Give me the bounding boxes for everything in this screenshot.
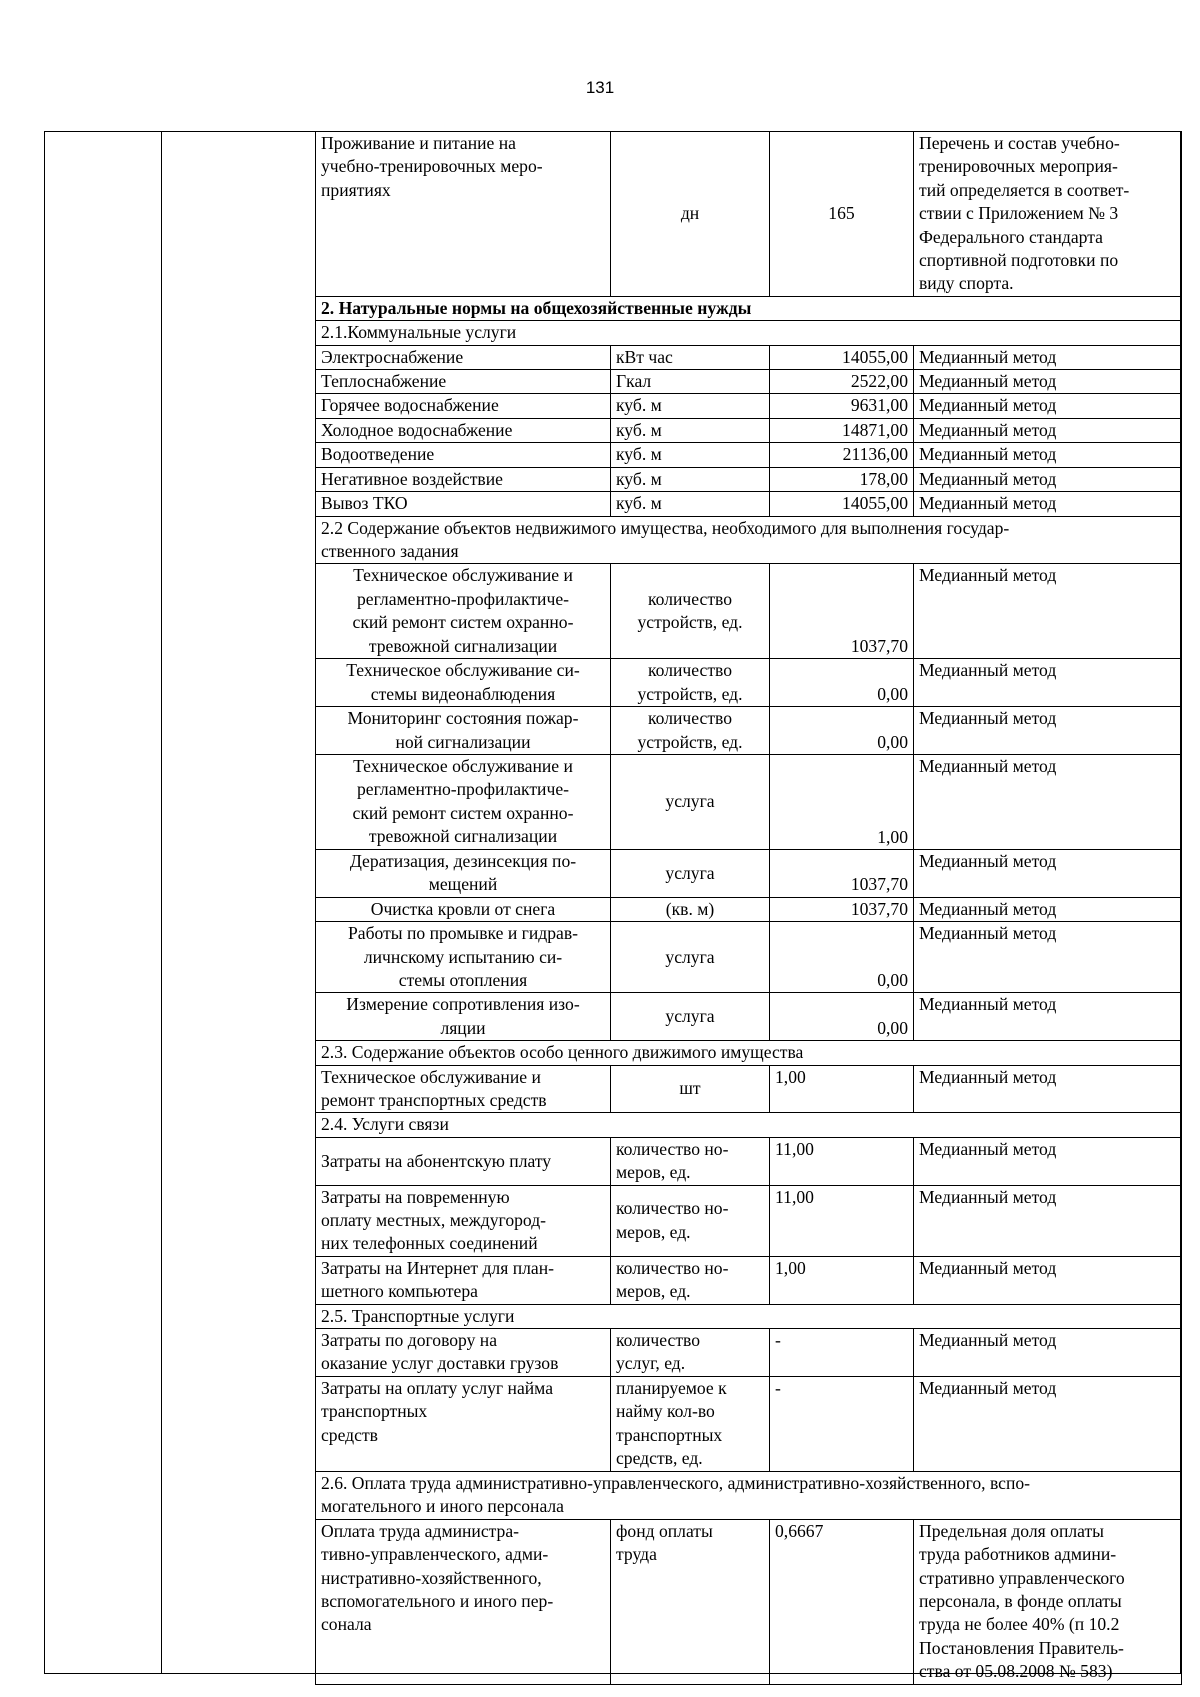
item-value: 0,00 [770, 922, 914, 993]
table-row [316, 659, 1182, 707]
item-name: Горячее водоснабжение [316, 394, 611, 418]
table-row [316, 345, 1182, 369]
table-row [316, 1256, 1182, 1304]
item-unit: количество но- меров, ед. [611, 1185, 770, 1256]
item-name: Техническое обслуживание си- стемы видеонаблюдения [316, 659, 611, 707]
item-unit: услуга [611, 922, 770, 993]
item-value: 21136,00 [770, 443, 914, 467]
table-row [316, 922, 1182, 993]
item-name: Оплата труда администра- тивно-управленческого, адми- нистративно-хозяйственного, вспомогательного и иного пер- сонала [316, 1519, 611, 1684]
subsection-title: 2.4. Услуги связи [316, 1113, 1182, 1137]
item-name: Холодное водоснабжение [316, 418, 611, 442]
item-unit: количество услуг, ед. [611, 1329, 770, 1377]
item-name: Затраты на Интернет для план- шетного компьютера [316, 1256, 611, 1304]
item-value: 1037,70 [770, 564, 914, 659]
item-value: - [770, 1329, 914, 1377]
table-row [316, 1519, 1182, 1684]
item-method: Медианный метод [914, 993, 1182, 1041]
subsection-header-row [316, 1041, 1182, 1065]
item-method: Медианный метод [914, 467, 1182, 491]
item-method: Медианный метод [914, 1256, 1182, 1304]
item-name: Проживание и питание на учебно-тренировочных меро- приятиях [316, 132, 611, 297]
item-value: 178,00 [770, 467, 914, 491]
subsection-title: 2.5. Транспортные услуги [316, 1304, 1182, 1328]
section-title: 2. Натуральные нормы на общехозяйственные нужды [316, 296, 1182, 320]
item-name: Затраты на абонентскую плату [316, 1137, 611, 1185]
table-row [316, 1137, 1182, 1185]
item-value: 0,00 [770, 993, 914, 1041]
item-unit: количество устройств, ед. [611, 707, 770, 755]
item-value: 1037,70 [770, 897, 914, 921]
item-name: Техническое обслуживание и ремонт транспортных средств [316, 1065, 611, 1113]
item-name: Дератизация, дезинсекция по- мещений [316, 849, 611, 897]
item-name: Техническое обслуживание и регламентно-профилактиче- ский ремонт систем охранно- тревожной сигнализации [316, 564, 611, 659]
item-method: Медианный метод [914, 1065, 1182, 1113]
subsection-header-row [316, 1113, 1182, 1137]
item-value: 1,00 [770, 1256, 914, 1304]
item-method: Медианный метод [914, 443, 1182, 467]
item-unit: (кв. м) [611, 897, 770, 921]
table-row [316, 564, 1182, 659]
table-row [316, 993, 1182, 1041]
subsection-title: 2.3. Содержание объектов особо ценного движимого имущества [316, 1041, 1182, 1065]
item-note: Перечень и состав учебно- тренировочных мероприя- тий определяется в соответ- ствии с Приложением № 3 Федерального стандарта спортивной подготовки по виду спорта. [914, 132, 1182, 297]
table-row [316, 443, 1182, 467]
item-method: Медианный метод [914, 418, 1182, 442]
item-value: 165 [770, 132, 914, 297]
item-name: Техническое обслуживание и регламентно-профилактиче- ский ремонт систем охранно- тревожной сигнализации [316, 754, 611, 849]
norms-table [315, 131, 1182, 1685]
table-row [316, 754, 1182, 849]
item-unit: количество но- меров, ед. [611, 1256, 770, 1304]
item-method: Медианный метод [914, 394, 1182, 418]
subsection-title: 2.6. Оплата труда административно-управленческого, административно-хозяйственного, вспо- могательного и иного персонала [316, 1471, 1182, 1519]
table-row [316, 1376, 1182, 1471]
table-row [316, 132, 1182, 297]
item-unit: фонд оплаты труда [611, 1519, 770, 1684]
table-row [316, 394, 1182, 418]
item-unit: услуга [611, 849, 770, 897]
item-name: Водоотведение [316, 443, 611, 467]
item-value: 14871,00 [770, 418, 914, 442]
subsection-title: 2.1.Коммунальные услуги [316, 321, 1182, 345]
item-method: Медианный метод [914, 1376, 1182, 1471]
item-method: Медианный метод [914, 345, 1182, 369]
table-row [316, 418, 1182, 442]
item-value: 14055,00 [770, 345, 914, 369]
table-row [316, 849, 1182, 897]
item-value: 1,00 [770, 754, 914, 849]
item-method: Медианный метод [914, 922, 1182, 993]
item-value: 0,00 [770, 707, 914, 755]
subsection-title: 2.2 Содержание объектов недвижимого имущества, необходимого для выполнения государ- ственного задания [316, 516, 1182, 564]
subsection-header-row [316, 321, 1182, 345]
table-row [316, 492, 1182, 516]
item-unit: куб. м [611, 394, 770, 418]
item-unit: куб. м [611, 492, 770, 516]
item-name: Измерение сопротивления изо- ляции [316, 993, 611, 1041]
item-name: Затраты по договору на оказание услуг доставки грузов [316, 1329, 611, 1377]
item-value: 1037,70 [770, 849, 914, 897]
table-row [316, 707, 1182, 755]
item-method: Медианный метод [914, 370, 1182, 394]
item-method: Медианный метод [914, 492, 1182, 516]
item-value: 11,00 [770, 1185, 914, 1256]
item-value: 14055,00 [770, 492, 914, 516]
item-name: Электроснабжение [316, 345, 611, 369]
item-name: Мониторинг состояния пожар- ной сигнализации [316, 707, 611, 755]
table-row [316, 1185, 1182, 1256]
item-unit: количество устройств, ед. [611, 659, 770, 707]
item-unit: куб. м [611, 467, 770, 491]
subsection-header-row [316, 516, 1182, 564]
item-unit: количество но- меров, ед. [611, 1137, 770, 1185]
item-name: Работы по промывке и гидрав- личнскому испытанию си- стемы отопления [316, 922, 611, 993]
item-unit: Гкал [611, 370, 770, 394]
table-row [316, 1065, 1182, 1113]
item-name: Негативное воздействие [316, 467, 611, 491]
item-unit: услуга [611, 993, 770, 1041]
item-value: 2522,00 [770, 370, 914, 394]
item-method: Медианный метод [914, 754, 1182, 849]
subsection-header-row [316, 1304, 1182, 1328]
table-row [316, 467, 1182, 491]
item-unit: куб. м [611, 443, 770, 467]
item-value: 11,00 [770, 1137, 914, 1185]
item-value: 0,6667 [770, 1519, 914, 1684]
item-unit: услуга [611, 754, 770, 849]
item-unit: дн [611, 132, 770, 297]
item-value: 9631,00 [770, 394, 914, 418]
section-header-row [316, 296, 1182, 320]
item-method: Медианный метод [914, 1329, 1182, 1377]
item-name: Затраты на оплату услуг найма транспортных средств [316, 1376, 611, 1471]
subsection-header-row [316, 1471, 1182, 1519]
table-row [316, 370, 1182, 394]
item-method: Медианный метод [914, 897, 1182, 921]
item-unit: количество устройств, ед. [611, 564, 770, 659]
item-unit: куб. м [611, 418, 770, 442]
item-name: Вывоз ТКО [316, 492, 611, 516]
page-number: 131 [585, 78, 615, 97]
item-unit: планируемое к найму кол-во транспортных средств, ед. [611, 1376, 770, 1471]
table-row [316, 1329, 1182, 1377]
item-unit: шт [611, 1065, 770, 1113]
item-method: Медианный метод [914, 1185, 1182, 1256]
item-name: Теплоснабжение [316, 370, 611, 394]
item-unit: кВт час [611, 345, 770, 369]
table-row [316, 897, 1182, 921]
column-divider [161, 132, 162, 1673]
item-name: Затраты на повременную оплату местных, междугород- них телефонных соединений [316, 1185, 611, 1256]
item-method: Медианный метод [914, 707, 1182, 755]
item-value: 0,00 [770, 659, 914, 707]
item-value: - [770, 1376, 914, 1471]
item-name: Очистка кровли от снега [316, 897, 611, 921]
item-value: 1,00 [770, 1065, 914, 1113]
item-method: Медианный метод [914, 659, 1182, 707]
item-method: Медианный метод [914, 1137, 1182, 1185]
item-method: Медианный метод [914, 564, 1182, 659]
item-method: Медианный метод [914, 849, 1182, 897]
item-note: Предельная доля оплаты труда работников админи- стративно управленческого персонала, в фонде оплаты труда не более 40% (п 10.2 Постановления Правитель- ства от 05.08.2008 № 583) [914, 1519, 1182, 1684]
